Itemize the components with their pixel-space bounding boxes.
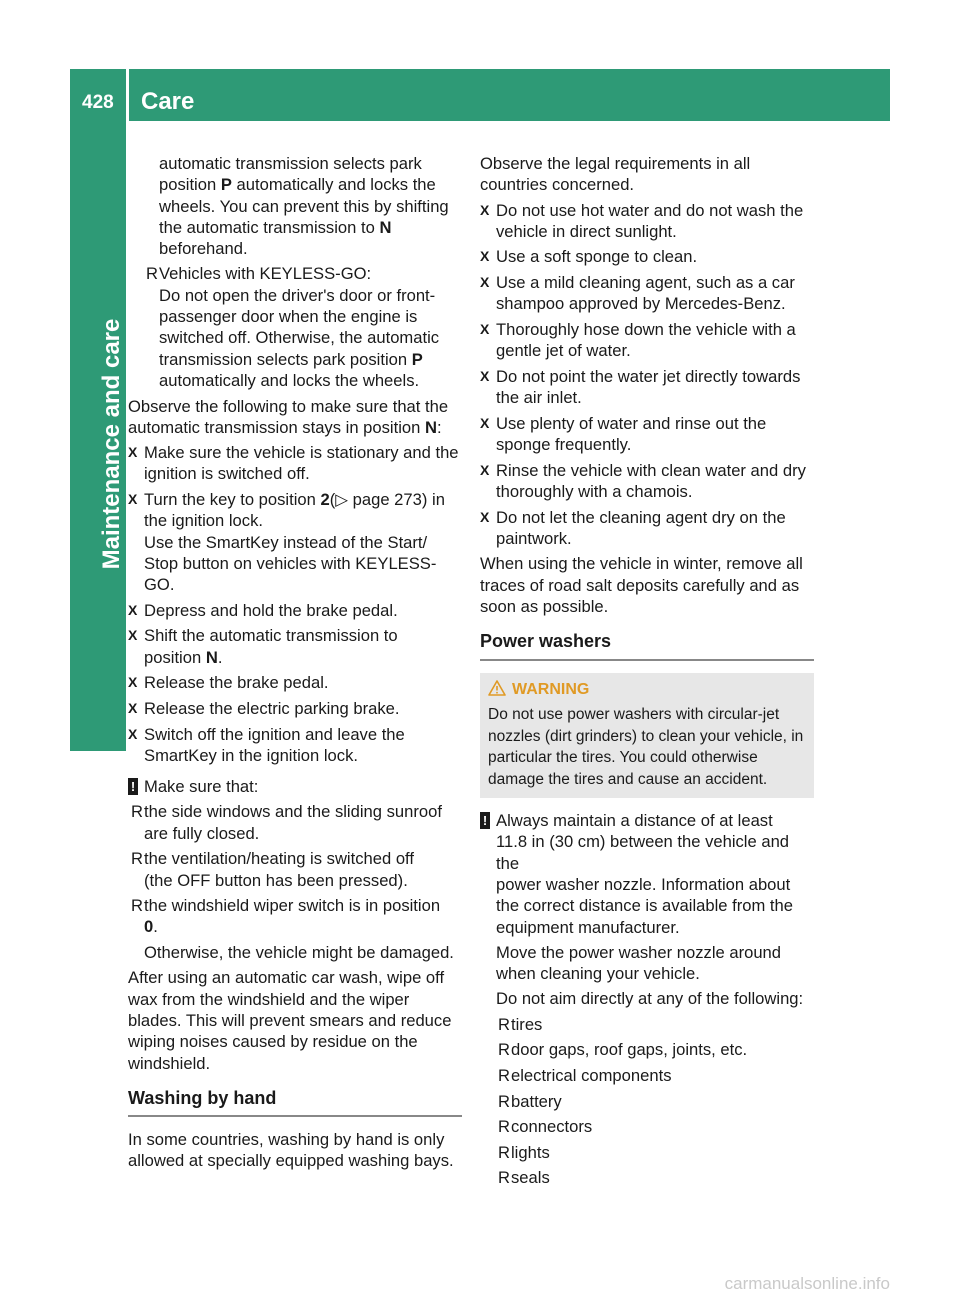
notice-block: ! Make sure that: <box>128 776 462 797</box>
step-item: X Make sure the vehicle is stationary and the ignition is switched off. <box>128 443 459 484</box>
section-title: Care <box>141 88 195 115</box>
notice-bullet: R the ventilation/heating is switched off (the OFF button has been pressed). <box>131 849 414 890</box>
notice-bullet: R the windshield wiper switch is in position 0. <box>131 896 441 937</box>
step-item: X Do not point the water jet directly towards the air inlet. <box>480 366 801 408</box>
washing-heading: Washing by hand <box>128 1088 462 1117</box>
bullet-marker: R <box>146 264 158 284</box>
keyless-bullet: R Vehicles with KEYLESS-GO: Do not open the driver's door or front- passenger door when the engine is switched off. Otherwise, the automatic transmission selects park position P automatically and locks the wheels. <box>146 264 440 390</box>
aim-text: Do not aim directly at any of the following: <box>496 989 804 1009</box>
aim-item: R lights <box>498 1142 550 1162</box>
step-item: X Switch off the ignition and leave the SmartKey in the ignition lock. <box>128 724 405 765</box>
step-item: X Thoroughly hose down the vehicle with a gentle jet of water. <box>480 319 796 361</box>
notice-icon: ! <box>128 778 138 795</box>
step-item: X Use a mild cleaning agent, such as a car shampoo approved by Mercedes-Benz. <box>480 273 795 314</box>
notice-icon: ! <box>480 812 490 829</box>
aim-item: R battery <box>498 1091 562 1111</box>
aim-item: R tires <box>498 1014 543 1034</box>
aim-item: R electrical components <box>498 1065 672 1085</box>
observe-paragraph: Observe the following to make sure that the automatic transmission stays in position N: <box>128 396 449 437</box>
left-column <box>128 153 462 1176</box>
aim-item: R seals <box>498 1168 550 1188</box>
step-item: X Use a soft sponge to clean. <box>480 247 698 267</box>
warning-text: Do not use power washers with circular-jet nozzles (dirt grinders) to clean your vehicle, in particular the tires. You could otherwise damage the tires and cause an accident. <box>488 706 804 788</box>
notice-end: Otherwise, the vehicle might be damaged. <box>144 943 454 963</box>
aim-item: R door gaps, roof gaps, joints, etc. <box>498 1040 748 1060</box>
washing-paragraph: In some countries, washing by hand is only allowed at specially equipped washing bays. <box>128 1130 454 1171</box>
move-nozzle-text: Move the power washer nozzle around when cleaning your vehicle. <box>496 942 782 984</box>
side-tab-label: Maintenance and care <box>98 318 125 570</box>
warning-title: WARNING <box>488 679 806 701</box>
watermark: carmanualsonline.info <box>724 1274 890 1293</box>
after-wash-paragraph: After using an automatic car wash, wipe off wax from the windshield and the wiper blades. This will prevent smears and reduce wiping noises caused by residue on the windshield. <box>128 968 452 1073</box>
right-column <box>480 153 814 1193</box>
page-number: 428 <box>82 92 114 113</box>
step-item: X Release the electric parking brake. <box>128 698 400 718</box>
step-item: X Do not let the cleaning agent dry on the paintwork. <box>480 507 786 548</box>
power-washers-heading: Power washers <box>480 631 814 660</box>
notice-bullet: R the side windows and the sliding sunroof are fully closed. <box>131 802 442 843</box>
winter-paragraph: When using the vehicle in winter, remove all traces of road salt deposits carefully and as soon as possible. <box>480 554 803 617</box>
aim-item: R connectors <box>498 1117 593 1137</box>
step-item: X Rinse the vehicle with clean water and dry thoroughly with a chamois. <box>480 460 806 501</box>
intro-continuation: automatic transmission selects park position P automatically and locks the wheels. You can prevent this by shifting the automatic transmission to N beforehand. <box>159 154 449 259</box>
step-item: X Release the brake pedal. <box>128 673 329 693</box>
step-item: X Turn the key to position 2(▷ page 273) in the ignition lock. Use the SmartKey instead of the Start/ Stop button on vehicles with KEYLESS-GO. <box>128 490 445 595</box>
page-ref-icon: ▷ <box>335 490 349 510</box>
page-ref-link[interactable]: page 273) in <box>352 490 445 510</box>
step-item: X Shift the automatic transmission to position N. <box>128 626 398 667</box>
warning-triangle-icon <box>488 680 506 696</box>
warning-box <box>480 673 814 799</box>
observe-legal-paragraph: Observe the legal requirements in all countries concerned. <box>480 154 751 195</box>
notice-block: ! Always maintain a distance of at least 11.8 in (30 cm) between the vehicle and the power washer nozzle. Information about the correct distance is available from the equipment manufacturer. <box>480 810 814 938</box>
step-item: X Do not use hot water and do not wash the vehicle in direct sunlight. <box>480 200 804 241</box>
step-item: X Depress and hold the brake pedal. <box>128 600 398 620</box>
step-item: X Use plenty of water and rinse out the sponge frequently. <box>480 413 767 455</box>
header-divider <box>126 69 129 121</box>
